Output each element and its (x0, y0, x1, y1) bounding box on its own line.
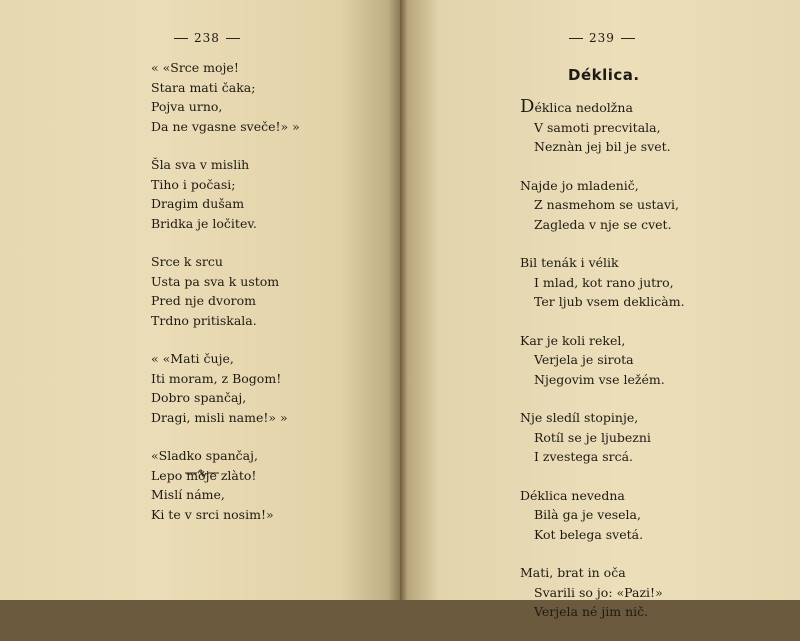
poem-line: Verjela né jim nič. (534, 604, 649, 619)
stanza (151, 349, 300, 427)
poem-line: Stara mati čaka; (151, 79, 256, 95)
page-number-right: 239 (563, 31, 641, 45)
poem-line: Najde jo mladenič, (520, 177, 639, 193)
poem-line: Nje sledíl stopinje, (520, 410, 639, 425)
poem-line: V samoti precvitala, (534, 119, 661, 135)
poem-line: Iti moram, z Bogom! (151, 370, 282, 386)
poem-line: Kar je koli rekel, (520, 332, 626, 348)
left-page (0, 0, 400, 600)
stanza (520, 176, 685, 235)
poem-line: I zvestega srcá. (534, 449, 634, 464)
poem-line: Rotíl se je ljubezni (534, 429, 651, 445)
poem-line: Usta pa sva k ustom (151, 273, 280, 289)
poem-title: Déklica. (568, 66, 640, 84)
poem-line: Verjela je sirota (534, 352, 634, 367)
poem-line: Tiho i počasi; (151, 176, 236, 192)
poem-line: Déklica nevedna (520, 487, 625, 503)
stanza (151, 58, 300, 136)
poem-line: « «Mati čuje, (151, 351, 234, 366)
poem-line: Pojva urno, (151, 99, 223, 114)
page-number-dash (621, 38, 635, 39)
poem-line: Ter ljub vsem deklicàm. (534, 294, 685, 309)
poem-line: Déklica nedolžna (520, 96, 633, 117)
poem-line: Ki te v srci nosim!» (151, 506, 274, 522)
stanza (151, 252, 300, 330)
poem-line: Z nasmehom se ustavi, (534, 197, 679, 212)
poem-line: Zagleda v nje se cvet. (534, 216, 672, 232)
poem-line: Mati, brat in oča (520, 565, 626, 580)
poem-line: Dragim dušam (151, 196, 245, 211)
stanza (151, 155, 300, 233)
fleuron-ornament (185, 468, 219, 478)
stanza (520, 486, 685, 545)
poem-line: «Sladko spančaj, (151, 448, 258, 463)
drop-cap: D (520, 96, 535, 117)
poem-line: Dragi, misli name!» » (151, 409, 288, 425)
stanza (151, 446, 300, 524)
page-number-left: 238 (168, 31, 246, 45)
poem-line: « «Srce moje! (151, 60, 239, 75)
poem-line: Da ne vgasne sveče!» » (151, 118, 300, 134)
poem-line: Mislí náme, (151, 487, 225, 502)
poem-line: Bridka je ločitev. (151, 215, 257, 231)
poem-line: Njegovim vse ležém. (534, 371, 665, 387)
poem-line: Srce k srcu (151, 254, 223, 269)
poem-line: Svarili so jo: «Pazi!» (534, 584, 663, 600)
poem-line: I mlad, kot rano jutro, (534, 274, 674, 290)
poem-line: Neznàn jej bil je svet. (534, 139, 671, 154)
stanza (520, 408, 685, 467)
poem-line: Bilà ga je vesela, (534, 507, 641, 522)
poem-line: Bil tenák i vélik (520, 255, 619, 270)
stanza (520, 563, 685, 622)
stanza (520, 98, 685, 157)
poem-line: Dobro spančaj, (151, 390, 247, 405)
poem-line: Lepo moje zlàto! (151, 467, 257, 483)
left-poem (151, 58, 300, 543)
right-page (400, 0, 800, 619)
poem-line: Šla sva v mislih (151, 157, 250, 172)
poem-line: Kot belega svetá. (534, 526, 644, 542)
right-poem (520, 98, 685, 641)
page-number-dash (226, 38, 240, 39)
poem-line: Pred nje dvorom (151, 293, 256, 308)
poem-line: Trdno pritiskala. (151, 312, 257, 328)
page-number-dash (174, 38, 188, 39)
stanza (520, 331, 685, 390)
stanza (520, 253, 685, 312)
page-number-dash (569, 38, 583, 39)
